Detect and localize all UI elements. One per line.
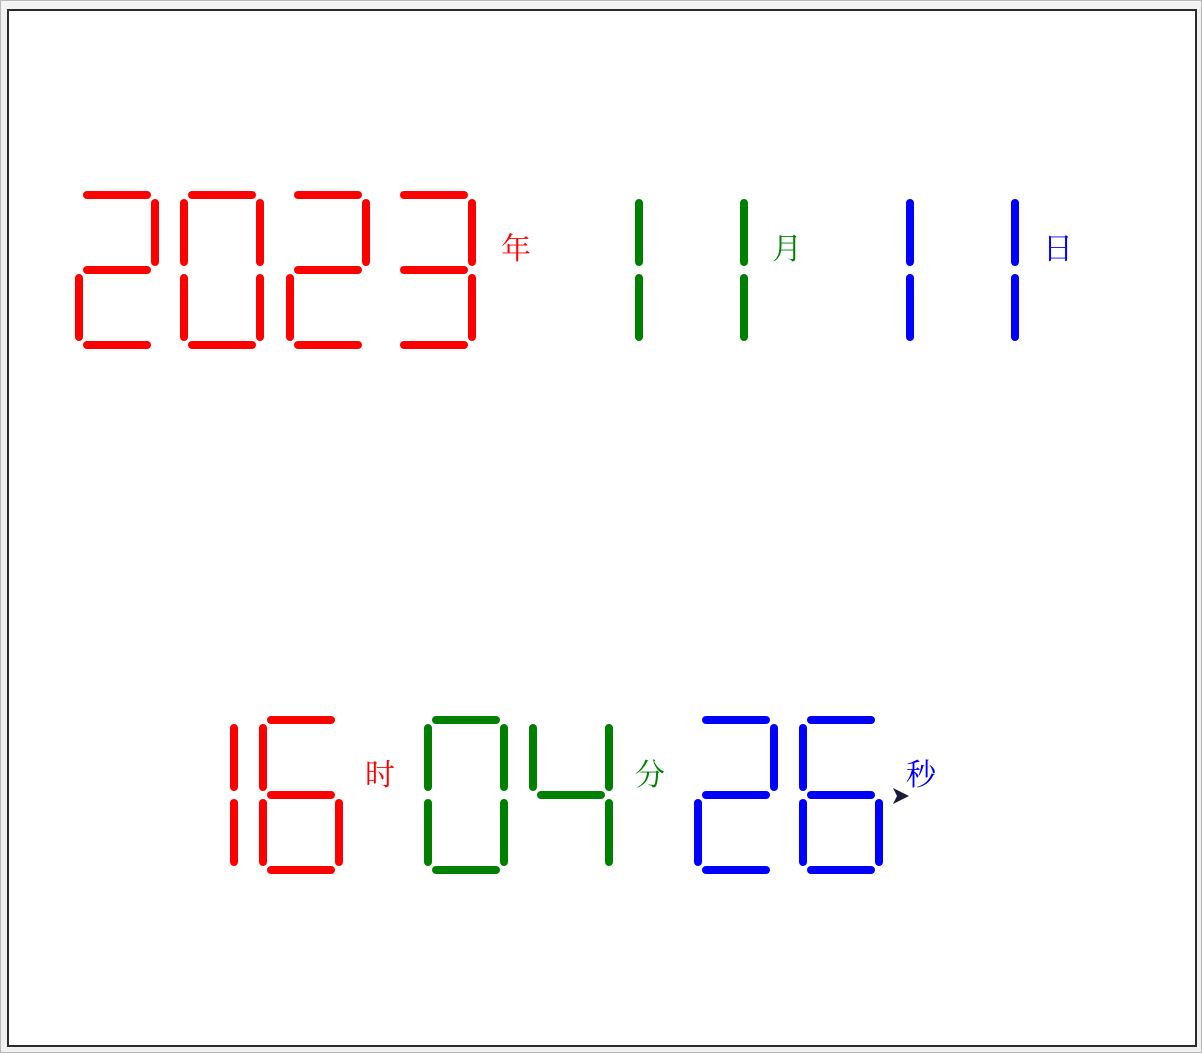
day-unit-label: 日 [1043,232,1073,267]
year-digit-1 [79,195,155,345]
year-digit-4 [404,195,472,345]
seven-segment-clock [1,1,1202,1054]
minute-unit-label: 分 [635,758,665,793]
year-group [79,195,531,345]
second-digit-2 [803,720,879,870]
hour-digit-2 [263,720,339,870]
second-unit-label: 秒 [906,758,936,793]
hour-group [234,720,395,870]
hour-unit-label: 时 [365,758,395,793]
minute-group [428,720,665,870]
year-unit-label: 年 [501,232,531,267]
year-digit-3 [290,195,366,345]
day-group [910,203,1073,337]
month-unit-label: 月 [772,232,802,267]
minute-digit-1 [428,720,504,870]
second-digit-1 [698,720,774,870]
minute-digit-2 [533,728,609,862]
year-digit-2 [184,195,260,345]
month-group [639,203,802,337]
